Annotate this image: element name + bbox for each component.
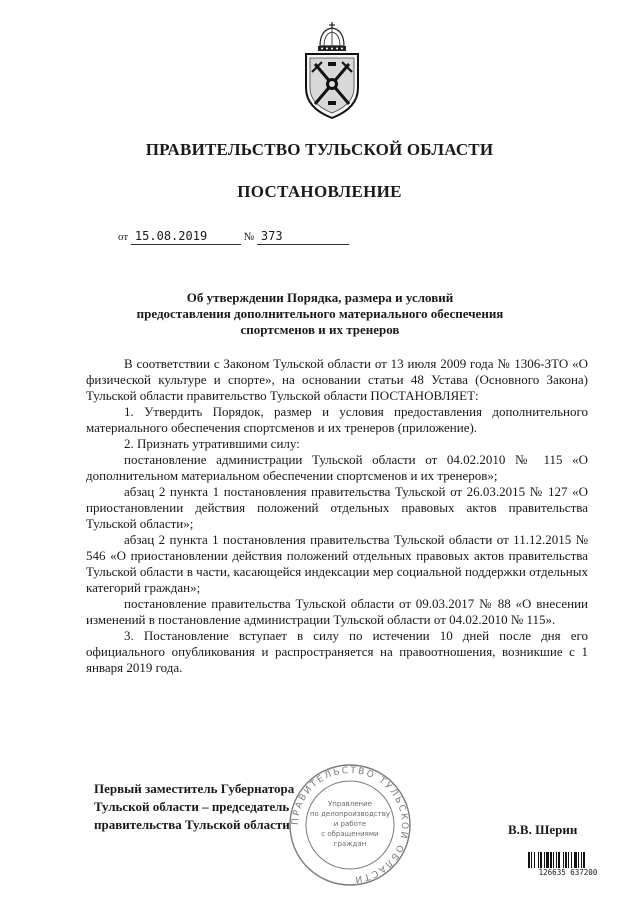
subject-line: предоставления дополнительного материального обеспечения bbox=[136, 306, 504, 321]
document-subject bbox=[100, 290, 540, 338]
subject-line: спортсменов и их тренеров bbox=[240, 322, 400, 337]
document-dateline bbox=[118, 229, 349, 245]
barcode-bar bbox=[574, 852, 577, 869]
barcode-bar bbox=[558, 852, 560, 869]
official-stamp bbox=[282, 762, 418, 888]
stamp-inner-line: с обращениями bbox=[321, 830, 379, 838]
stamp-ring-text: ПРАВИТЕЛЬСТВО ТУЛЬСКОЙ ОБЛАСТИ bbox=[290, 765, 410, 885]
stamp-inner-line: и работе bbox=[333, 820, 367, 828]
barcode-bar bbox=[583, 852, 585, 869]
barcode-bar bbox=[534, 852, 535, 869]
barcode-bar bbox=[556, 852, 557, 869]
organization-title: ПРАВИТЕЛЬСТВО ТУЛЬСКОЙ ОБЛАСТИ bbox=[145, 140, 494, 159]
document-body bbox=[86, 356, 588, 676]
barcode-bar bbox=[578, 852, 579, 869]
barcode-bar bbox=[565, 852, 567, 869]
barcode-bar bbox=[568, 852, 569, 869]
document-type: ПОСТАНОВЛЕНИЕ bbox=[237, 182, 402, 201]
barcode-bar bbox=[550, 852, 552, 869]
barcode-bar bbox=[546, 852, 549, 869]
stamp-inner-line: граждан bbox=[333, 840, 367, 848]
position-line: правительства Тульской области bbox=[94, 817, 290, 832]
number-prefix: № bbox=[243, 231, 255, 243]
barcode-bar bbox=[571, 852, 572, 869]
barcode-bar bbox=[528, 852, 530, 869]
document-number: 373 bbox=[257, 229, 349, 245]
stamp-inner-line: по делопроизводству bbox=[309, 810, 391, 818]
body-paragraph: 1. Утвердить Порядок, размер и условия предоставления дополнительного материального обеспечения спортсменов и их тренеров (приложение). bbox=[86, 404, 588, 435]
body-paragraph: постановление администрации Тульской области от 04.02.2010 № 115 «О дополнительном материальном обеспечении спортсменов и их тренеров»; bbox=[86, 452, 588, 483]
body-paragraph: 2. Признать утратившими силу: bbox=[124, 436, 300, 451]
date-prefix: от bbox=[118, 231, 129, 243]
subject-line: Об утверждении Порядка, размера и условий bbox=[186, 290, 454, 305]
document-date: 15.08.2019 bbox=[131, 229, 241, 245]
stamp-inner-line: Управление bbox=[328, 800, 372, 808]
barcode-bar bbox=[553, 852, 554, 869]
barcode-number: 126635 637200 bbox=[527, 868, 609, 878]
body-paragraph: В соответствии с Законом Тульской области от 13 июля 2009 года № 1306-ЗТО «О физической культуре и спорте», на основании статьи 48 Устава (Основного Закона) Тульской области правительство Тульской области ПОСТАНОВЛЯЕТ: bbox=[86, 356, 588, 403]
barcode-bar bbox=[540, 852, 542, 869]
coat-of-arms-emblem bbox=[298, 22, 366, 120]
barcode-bar bbox=[563, 852, 564, 869]
signatory-name: В.В. Шерин bbox=[508, 822, 578, 837]
body-paragraph: 3. Постановление вступает в силу по истечении 10 дней после дня его официального опубликования и распространяется на правоотношения, возникшие с 1 января 2019 года. bbox=[86, 628, 588, 675]
position-line: Первый заместитель Губернатора bbox=[94, 781, 295, 796]
barcode-bar bbox=[531, 852, 532, 869]
barcode-bar bbox=[538, 852, 539, 869]
signatory-position bbox=[94, 780, 294, 834]
body-paragraph: постановление правительства Тульской области от 09.03.2017 № 88 «О внесении изменений в постановление администрации Тульской области от 04.02.2010 № 115». bbox=[86, 596, 588, 627]
body-paragraph: абзац 2 пункта 1 постановления правительства Тульской от 26.03.2015 № 127 «О приостановлении действия положений отдельных правовых актов правительства Тульской области»; bbox=[86, 484, 588, 531]
position-line: Тульской области – председатель bbox=[94, 799, 290, 814]
barcode-bar bbox=[544, 852, 545, 869]
barcode-bar bbox=[581, 852, 582, 869]
body-paragraph: абзац 2 пункта 1 постановления правительства Тульской области от 11.12.2015 № 546 «О приостановлении действия положений отдельных правовых актов правительства Тульской области в части, касающейся индексации мер социальной поддержки отдельных категорий граждан»; bbox=[86, 532, 588, 595]
